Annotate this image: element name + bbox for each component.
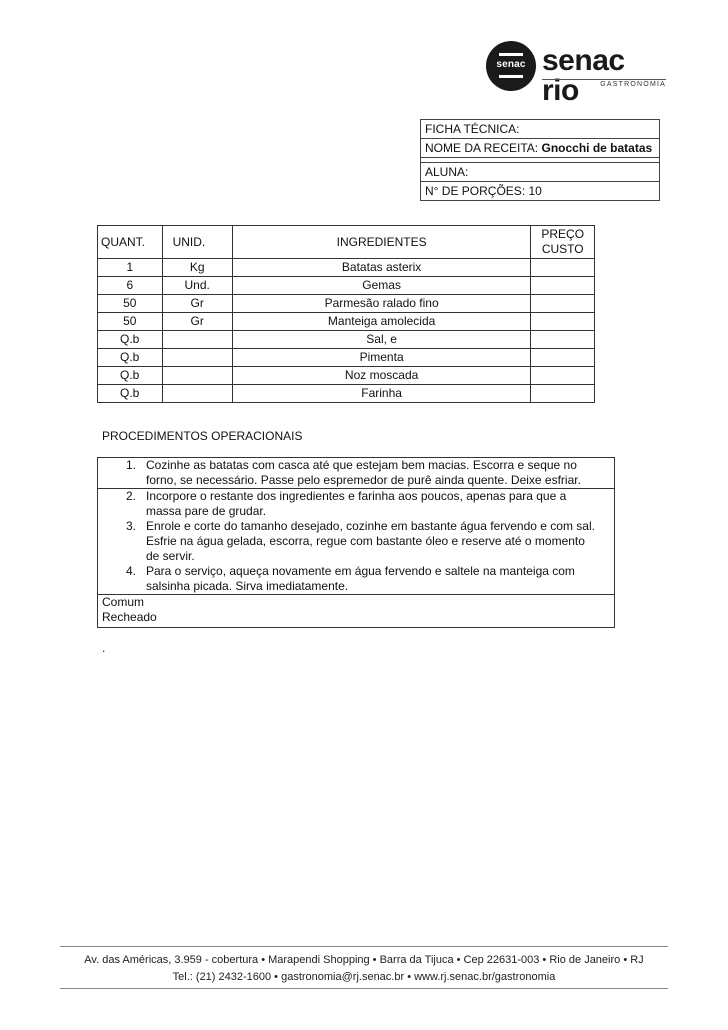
cell-unid: Und. [162, 277, 232, 295]
step-line: de servir. [146, 549, 195, 563]
cell-unid: Gr [162, 313, 232, 331]
table-row [98, 259, 595, 277]
footer-rule-top [60, 946, 668, 947]
step-line: Enrole e corte do tamanho desejado, cozinhe em bastante água fervendo e com sal. [146, 519, 595, 533]
ficha-title: FICHA TÉCNICA: [421, 120, 660, 139]
ficha-tecnica-box [420, 119, 660, 201]
cell-quant: 50 [98, 313, 163, 331]
cell-quant: Q.b [98, 367, 163, 385]
cell-quant: Q.b [98, 349, 163, 367]
cell-unid [162, 331, 232, 349]
cell-unid [162, 385, 232, 403]
step-number: 4. [126, 564, 137, 578]
step-number: 3. [126, 519, 137, 533]
step-line: Para o serviço, aqueça novamente em água fervendo e saltele na manteiga com [146, 564, 575, 578]
cell-ingredient: Noz moscada [232, 367, 531, 385]
cell-unid [162, 367, 232, 385]
cell-unid [162, 349, 232, 367]
table-row [98, 313, 595, 331]
cell-preco [531, 313, 595, 331]
cell-quant: 1 [98, 259, 163, 277]
table-header-row [98, 226, 595, 259]
cell-preco [531, 259, 595, 277]
stray-period: . [102, 641, 106, 655]
cell-unid: Kg [162, 259, 232, 277]
step-line: forno, se necessário. Passe pelo espremedor de purê ainda quente. Deixe esfriar. [146, 473, 581, 487]
logo-name: senac rio [542, 44, 625, 107]
senac-rio-logo [486, 41, 668, 107]
step-line: Esfrie na água gelada, escorra, regue com bastante óleo e reserve até o momento [146, 534, 585, 548]
table-row [98, 349, 595, 367]
cell-ingredient: Farinha [232, 385, 531, 403]
cell-preco [531, 367, 595, 385]
recipe-name-field [421, 139, 660, 158]
cell-quant: Q.b [98, 385, 163, 403]
cell-ingredient: Gemas [232, 277, 531, 295]
step-line: salsinha picada. Sirva imediatamente. [146, 579, 349, 593]
table-row [98, 331, 595, 349]
step-line: Cozinhe as batatas com casca até que estejam bem macias. Escorra e seque no [146, 458, 577, 472]
cell-quant: 6 [98, 277, 163, 295]
procedure-step [98, 564, 614, 595]
cell-ingredient: Pimenta [232, 349, 531, 367]
cell-ingredient: Batatas asterix [232, 259, 531, 277]
cell-quant: Q.b [98, 331, 163, 349]
cell-ingredient: Manteiga amolecida [232, 313, 531, 331]
cell-unid: Gr [162, 295, 232, 313]
cell-ingredient: Parmesão ralado fino [232, 295, 531, 313]
step-number: 2. [126, 489, 137, 503]
footer-rule-bottom [60, 988, 668, 989]
header-quant: QUANT. [98, 226, 163, 259]
footer-contact: Tel.: (21) 2432-1600 • gastronomia@rj.senac.br • www.rj.senac.br/gastronomia [172, 971, 556, 983]
procedures-title: PROCEDIMENTOS OPERACIONAIS [102, 429, 303, 443]
step-line: massa pare de grudar. [146, 504, 267, 518]
procedure-step [98, 519, 614, 564]
recipe-label: NOME DA RECEITA: [425, 141, 539, 155]
extra-line-recheado: Recheado [102, 610, 157, 624]
cell-preco [531, 295, 595, 313]
student-field: ALUNA: [421, 163, 660, 182]
table-row [98, 367, 595, 385]
table-row [98, 385, 595, 403]
cell-ingredient: Sal, e [232, 331, 531, 349]
header-ingredientes: INGREDIENTES [232, 226, 531, 259]
step-line: Incorpore o restante dos ingredientes e farinha aos poucos, apenas para que a [146, 489, 567, 503]
step-number: 1. [126, 458, 137, 472]
procedures-list [98, 458, 614, 595]
header-preco-custo: PREÇO CUSTO [531, 226, 595, 259]
cell-preco [531, 277, 595, 295]
logo-badge-text: senac [496, 59, 526, 70]
procedure-step [98, 489, 614, 519]
cell-quant: 50 [98, 295, 163, 313]
logo-subtitle: GASTRONOMIA [600, 81, 666, 88]
senac-logo-mark [486, 41, 536, 91]
procedure-step [98, 458, 614, 489]
cell-preco [531, 385, 595, 403]
header-unid: UNID. [162, 226, 232, 259]
ingredients-table [97, 225, 595, 403]
table-row [98, 277, 595, 295]
cell-preco [531, 331, 595, 349]
procedures-box [97, 457, 615, 628]
footer-address: Av. das Américas, 3.959 - cobertura • Marapendi Shopping • Barra da Tijuca • Cep 22631-003 • Rio de Janeiro • RJ [84, 954, 644, 966]
table-row [98, 295, 595, 313]
cell-preco [531, 349, 595, 367]
recipe-name: Gnocchi de batatas [541, 141, 653, 155]
portions-field: N° DE PORÇÕES: 10 [421, 182, 660, 201]
extra-line-comum: Comum [102, 595, 145, 609]
